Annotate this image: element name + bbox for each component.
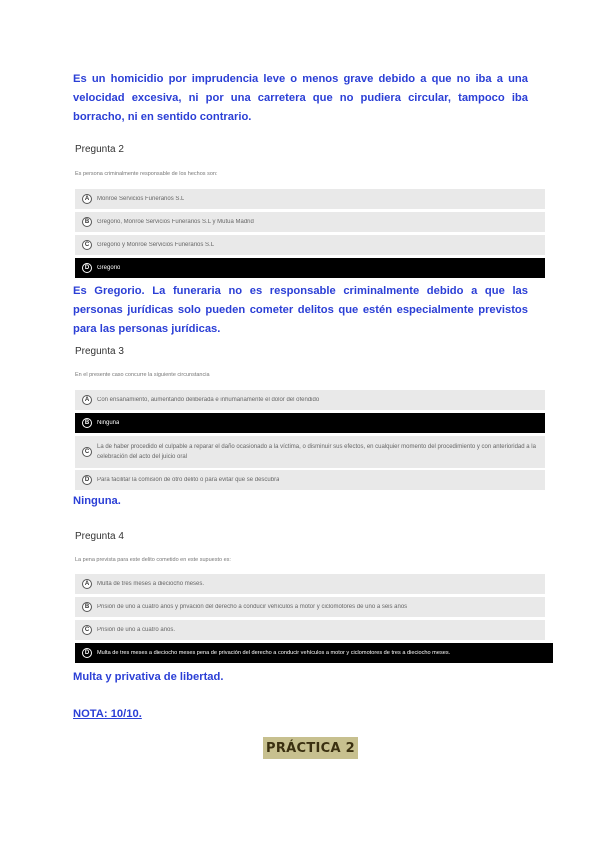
- option-letter-badge: C: [82, 625, 92, 635]
- q4-option-c[interactable]: [75, 620, 545, 640]
- q4-option-d-selected[interactable]: [75, 643, 553, 663]
- option-letter-badge: D: [82, 263, 92, 273]
- question-4-prompt: La pena prevista para este delito cometido en este supuesto es:: [75, 557, 231, 563]
- option-text: Multa de tres meses a dieciocho meses pena de privación del derecho a conducir vehículos a motor y ciclomotores de tres a dieciocho meses.: [97, 650, 451, 656]
- option-text: Gregorio: [97, 265, 121, 271]
- option-letter-badge: A: [82, 579, 92, 589]
- option-text: La de haber procedido el culpable a reparar el daño ocasionado a la víctima, o disminuir sus efectos, en cualquier momento del procedimiento y con anterioridad a la celebración del acto del juicio oral: [97, 444, 536, 460]
- option-letter-badge: B: [82, 602, 92, 612]
- option-text: Gregorio, Monroe Servicios Funerarios S.L y Mutua Madrid: [97, 219, 254, 225]
- intro-answer: Es un homicidio por imprudencia leve o menos grave debido a que no iba a una velocidad excesiva, ni por una carretera que no pudiera circular, tampoco iba borracho, ni en sentido contrario.: [73, 73, 528, 123]
- option-text: Para facilitar la comisión de otro delito o para evitar que se descubra: [97, 477, 280, 483]
- q2-option-a[interactable]: [75, 189, 545, 209]
- q2-option-b[interactable]: [75, 212, 545, 232]
- question-4-answer: Multa y privativa de libertad.: [73, 671, 224, 683]
- option-text: Ninguna: [97, 420, 120, 426]
- question-3-answer: Ninguna.: [73, 495, 121, 507]
- q2-option-d-selected[interactable]: [75, 258, 545, 278]
- option-text: Gregorio y Monroe Servicios Funerarios S.L: [97, 242, 215, 248]
- option-text: Monroe Servicios Funerarios S.L: [97, 196, 185, 202]
- option-letter-badge: A: [82, 194, 92, 204]
- question-3-title: Pregunta 3: [75, 346, 124, 357]
- question-2-title: Pregunta 2: [75, 144, 124, 155]
- question-4-title: Pregunta 4: [75, 531, 124, 542]
- question-2-prompt: Es persona criminalmente responsable de los hechos son:: [75, 171, 218, 177]
- q3-option-b-selected[interactable]: [75, 413, 545, 433]
- option-text: Multa de tres meses a dieciocho meses.: [97, 581, 205, 587]
- option-letter-badge: D: [82, 475, 92, 485]
- option-letter-badge: C: [82, 240, 92, 250]
- q3-option-a[interactable]: [75, 390, 545, 410]
- q4-option-b[interactable]: [75, 597, 545, 617]
- option-text: Con ensañamiento, aumentando deliberada e inhumanamente el dolor del ofendido: [97, 397, 320, 403]
- question-2-answer: Es Gregorio. La funeraria no es responsable criminalmente debido a que las personas jurídicas solo pueden cometer delitos que estén especialmente previstos para las personas jurídicas.: [73, 285, 528, 335]
- option-letter-badge: D: [82, 648, 92, 658]
- question-3-prompt: En el presente caso concurre la siguiente circunstancia: [75, 372, 210, 378]
- practica-heading: PRÁCTICA 2: [263, 737, 358, 759]
- option-letter-badge: A: [82, 395, 92, 405]
- option-text: Prisión de uno a cuatro años.: [97, 627, 176, 633]
- option-letter-badge: B: [82, 217, 92, 227]
- q3-option-d[interactable]: [75, 470, 545, 490]
- option-text: Prisión de uno a cuatro años y privación del derecho a conducir vehículos a motor y ciclomotores de uno a seis años: [97, 604, 408, 610]
- grade-note: NOTA: 10/10.: [73, 708, 142, 720]
- option-letter-badge: B: [82, 418, 92, 428]
- q3-option-c[interactable]: [75, 436, 545, 468]
- q4-option-a[interactable]: [75, 574, 545, 594]
- q2-option-c[interactable]: [75, 235, 545, 255]
- option-letter-badge: C: [82, 447, 92, 457]
